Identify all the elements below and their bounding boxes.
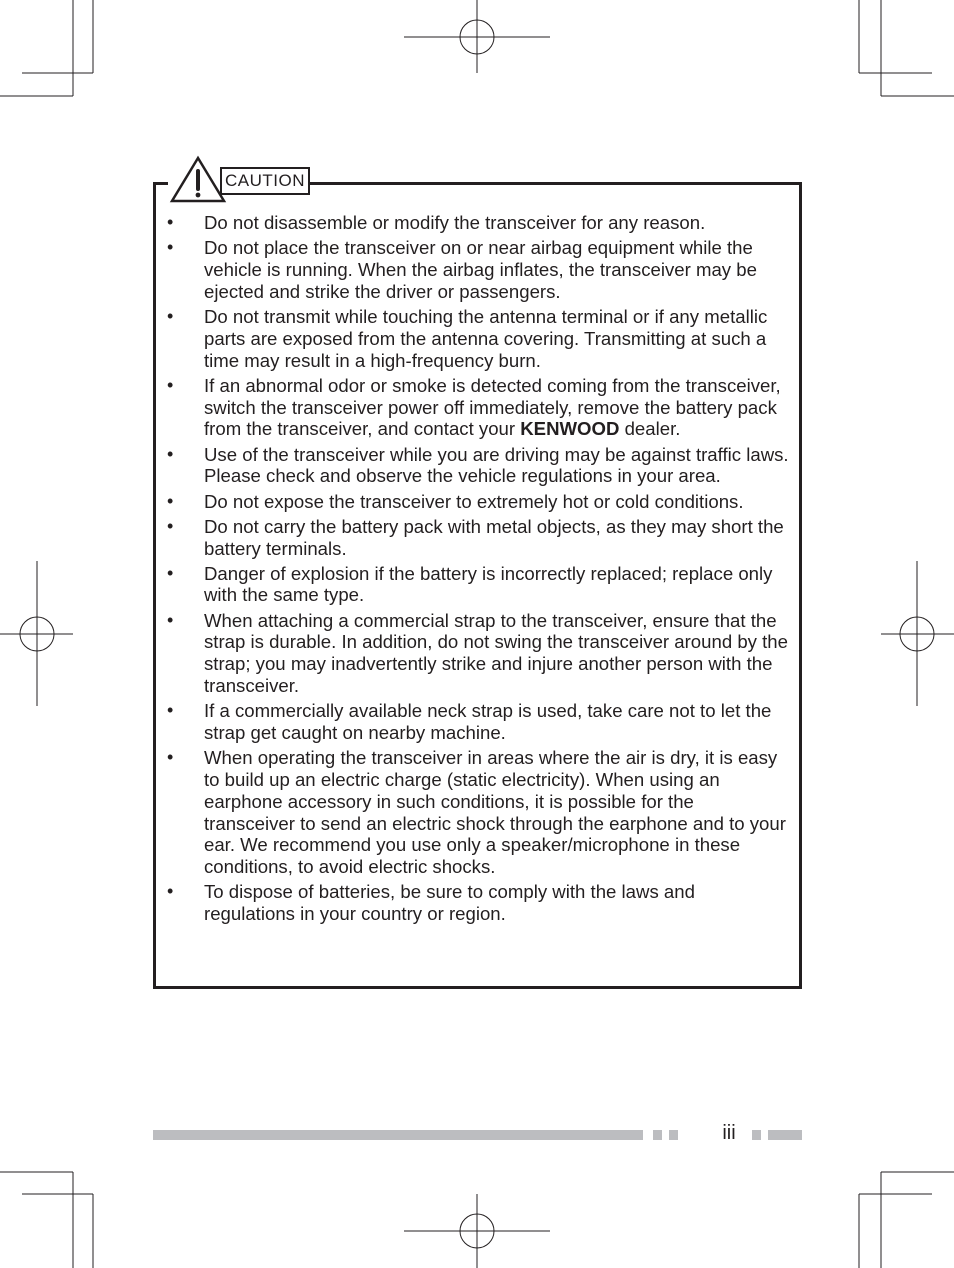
item-text: When operating the transceiver in areas where the air is dry, it is easy to build up an electric charge (static electricity). When using an earphone accessory in such conditions, it is possible for the transceiver to send an electric shock through the earphone and to your ear. We recommend you use only a speaker/microphone in these conditions, to avoid electric shocks. bbox=[204, 747, 786, 878]
list-item bbox=[163, 747, 789, 878]
item-text: dealer. bbox=[619, 418, 681, 440]
item-text: Do not disassemble or modify the transceiver for any reason. bbox=[204, 212, 706, 233]
item-text: Danger of explosion if the battery is incorrectly replaced; replace only with the same type. bbox=[204, 562, 773, 606]
item-text: When attaching a commercial strap to the transceiver, ensure that the strap is durable. In addition, do not swing the transceiver around by the strap; you may inadvertently strike and injure another person with the transceiver. bbox=[204, 609, 788, 697]
footer-bar bbox=[153, 1130, 643, 1140]
bullet-icon: • bbox=[167, 443, 174, 464]
item-text: Do not carry the battery pack with metal objects, as they may short the battery terminals. bbox=[204, 515, 784, 559]
brand-name: KENWOOD bbox=[520, 418, 620, 440]
item-text: If a commercially available neck strap is used, take care not to let the strap get caught on nearby machine. bbox=[204, 700, 772, 744]
footer-square bbox=[653, 1130, 662, 1140]
item-text: Do not expose the transceiver to extremely hot or cold conditions. bbox=[204, 490, 744, 512]
list-item bbox=[163, 881, 789, 925]
bullet-icon: • bbox=[167, 237, 174, 258]
list-item bbox=[163, 237, 789, 302]
list-item bbox=[163, 516, 789, 560]
item-text: If an abnormal odor or smoke is detected coming from the transceiver, switch the transceiver power off immediately, remove the battery pack from the transceiver, and contact your bbox=[204, 374, 781, 440]
list-item bbox=[163, 212, 789, 234]
caution-list bbox=[163, 212, 789, 928]
footer-square bbox=[669, 1130, 678, 1140]
item-text: Do not transmit while touching the antenna terminal or if any metallic parts are exposed from the antenna covering. Transmitting at such a time may result in a high-frequency burn. bbox=[204, 305, 768, 371]
bullet-icon: • bbox=[167, 212, 174, 232]
bullet-icon: • bbox=[167, 490, 174, 511]
footer-bar bbox=[768, 1130, 802, 1140]
bullet-icon: • bbox=[167, 881, 174, 902]
item-text: Use of the transceiver while you are driving may be against traffic laws. Please check and observe the vehicle regulations in your area. bbox=[204, 443, 789, 487]
warning-triangle-icon bbox=[168, 155, 228, 205]
list-item bbox=[163, 444, 789, 488]
item-text: Do not place the transceiver on or near airbag equipment while the vehicle is running. When the airbag inflates, the transceiver may be ejected and strike the driver or passengers. bbox=[204, 237, 757, 302]
footer-square bbox=[752, 1130, 761, 1140]
list-item bbox=[163, 375, 789, 440]
page-number: iii bbox=[722, 1122, 736, 1144]
list-item bbox=[163, 563, 789, 607]
bullet-icon: • bbox=[167, 305, 174, 326]
caution-header bbox=[168, 155, 308, 205]
caution-label: CAUTION bbox=[220, 167, 310, 195]
list-item bbox=[163, 610, 789, 697]
bullet-icon: • bbox=[167, 374, 174, 395]
bullet-icon: • bbox=[167, 515, 174, 536]
bullet-icon: • bbox=[167, 609, 174, 630]
item-text: To dispose of batteries, be sure to comply with the laws and regulations in your country or region. bbox=[204, 881, 695, 925]
list-item bbox=[163, 700, 789, 744]
list-item bbox=[163, 491, 789, 513]
list-item bbox=[163, 306, 789, 371]
bullet-icon: • bbox=[167, 700, 174, 721]
bullet-icon: • bbox=[167, 562, 174, 583]
bullet-icon: • bbox=[167, 747, 174, 768]
